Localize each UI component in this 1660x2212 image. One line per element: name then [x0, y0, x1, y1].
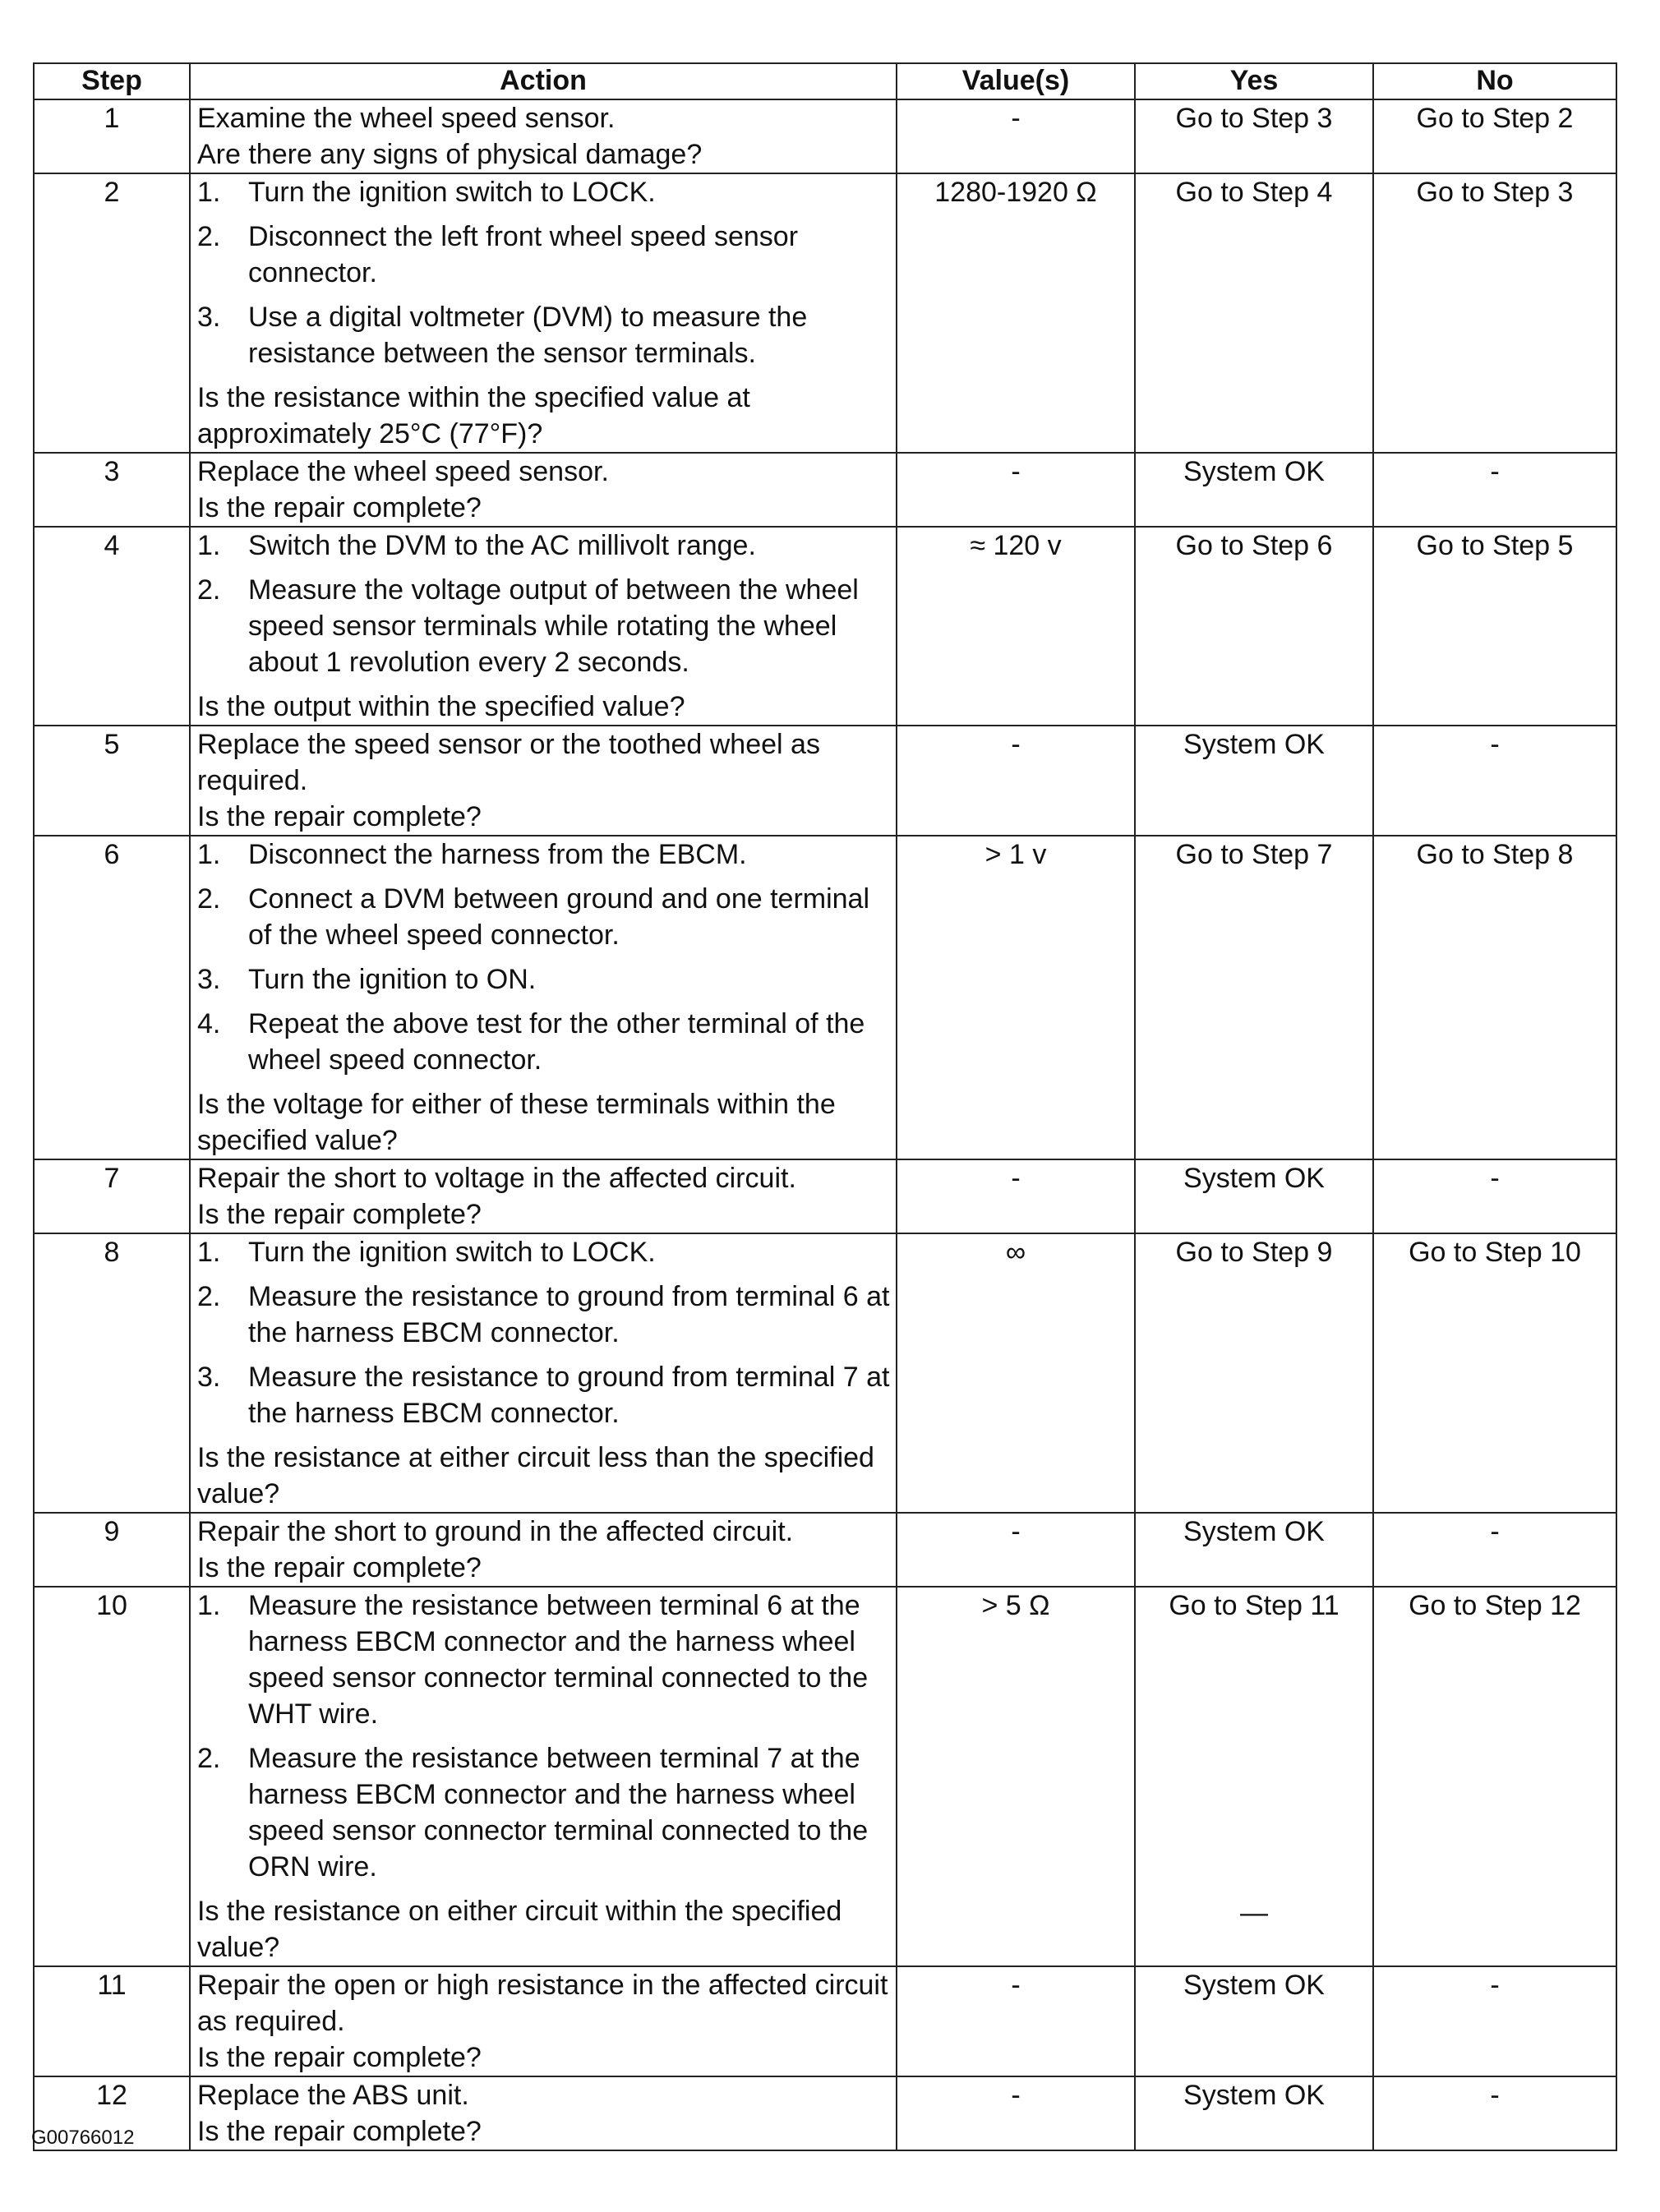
action-step-number: 3.	[197, 1362, 221, 1393]
yes-text: Go to Step 3	[1175, 103, 1333, 134]
step-number: 10	[34, 1587, 190, 1966]
action-question: Is the resistance within the specified value at approximately 25°C (77°F)?	[197, 382, 750, 449]
action-steps-list	[197, 836, 891, 1078]
action-step-text: Turn the ignition switch to LOCK.	[248, 1237, 656, 1268]
no-cell: -	[1373, 2076, 1616, 2150]
table-header-row	[34, 63, 1616, 99]
action-step-number: 1.	[197, 177, 221, 208]
yes-cell	[1135, 173, 1373, 453]
table-row	[34, 1233, 1616, 1513]
step-number: 4	[34, 527, 190, 726]
value-cell: -	[897, 2076, 1135, 2150]
value-cell: > 1 v	[897, 836, 1135, 1159]
value-cell: -	[897, 1159, 1135, 1233]
header-values: Value(s)	[897, 63, 1135, 99]
table-row	[34, 1159, 1616, 1233]
yes-text: System OK	[1183, 2080, 1325, 2111]
action-question: Is the resistance on either circuit within the specified value?	[197, 1896, 842, 1963]
step-number: 12	[34, 2076, 190, 2150]
yes-text: Go to Step 9	[1175, 1237, 1333, 1268]
action-question: Is the repair complete?	[197, 2116, 482, 2147]
action-step-number: 1.	[197, 839, 221, 870]
action-step-item	[197, 1740, 891, 1885]
action-cell	[190, 1233, 897, 1513]
table-row	[34, 99, 1616, 173]
action-step-text: Measure the resistance to ground from terminal 6 at the harness EBCM connector.	[248, 1281, 890, 1348]
action-question: Is the repair complete?	[197, 492, 482, 523]
yes-text: System OK	[1183, 1163, 1325, 1194]
action-step-number: 1.	[197, 1237, 221, 1268]
yes-cell	[1135, 1587, 1373, 1966]
step-number: 9	[34, 1513, 190, 1587]
header-no: No	[1373, 63, 1616, 99]
yes-cell	[1135, 453, 1373, 527]
action-step-text: Switch the DVM to the AC millivolt range.	[248, 530, 756, 561]
action-cell	[190, 453, 897, 527]
value-cell: ≈ 120 v	[897, 527, 1135, 726]
value-cell: -	[897, 1513, 1135, 1587]
action-steps-list	[197, 1588, 891, 1885]
action-step-number: 2.	[197, 221, 221, 252]
action-cell	[190, 1966, 897, 2076]
action-step-item	[197, 836, 891, 873]
action-step-number: 3.	[197, 964, 221, 995]
action-step-text: Measure the resistance between terminal 6 at the harness EBCM connector and the harness wheel speed sensor connector terminal connected to the WHT wire.	[248, 1590, 869, 1730]
table-row	[34, 527, 1616, 726]
value-cell: -	[897, 1966, 1135, 2076]
action-step-number: 1.	[197, 1590, 221, 1621]
value-cell: -	[897, 453, 1135, 527]
table-row	[34, 173, 1616, 453]
value-cell: -	[897, 99, 1135, 173]
action-step-item	[197, 174, 891, 210]
action-step-text: Measure the resistance between terminal 7 at the harness EBCM connector and the harness wheel speed sensor connector terminal connected to the ORN wire.	[248, 1743, 869, 1883]
yes-cell	[1135, 99, 1373, 173]
yes-cell	[1135, 1233, 1373, 1513]
yes-text: System OK	[1183, 456, 1325, 487]
yes-text: System OK	[1183, 1970, 1325, 2001]
action-cell	[190, 1587, 897, 1966]
yes-cell	[1135, 1966, 1373, 2076]
action-step-item	[197, 219, 891, 291]
value-cell: -	[897, 726, 1135, 836]
no-cell: -	[1373, 726, 1616, 836]
no-cell: Go to Step 5	[1373, 527, 1616, 726]
action-step-number: 4.	[197, 1008, 221, 1039]
table-row	[34, 726, 1616, 836]
no-cell: Go to Step 10	[1373, 1233, 1616, 1513]
action-step-item	[197, 528, 891, 564]
action-question: Is the repair complete?	[197, 2042, 482, 2073]
action-step-text: Disconnect the left front wheel speed sensor connector.	[248, 221, 799, 288]
table-row	[34, 1513, 1616, 1587]
diagnostic-table	[33, 62, 1617, 2151]
yes-cell	[1135, 726, 1373, 836]
action-step-number: 2.	[197, 574, 221, 606]
step-number: 7	[34, 1159, 190, 1233]
action-cell	[190, 836, 897, 1159]
action-cell	[190, 99, 897, 173]
action-step-text: Measure the voltage output of between the wheel speed sensor terminals while rotating the wheel about 1 revolution every 2 seconds.	[248, 574, 859, 678]
step-number: 8	[34, 1233, 190, 1513]
action-intro: Replace the wheel speed sensor.	[197, 456, 609, 487]
no-cell: Go to Step 3	[1373, 173, 1616, 453]
action-intro: Examine the wheel speed sensor.	[197, 103, 616, 134]
yes-text: Go to Step 7	[1175, 839, 1333, 870]
action-intro: Repair the open or high resistance in the affected circuit as required.	[197, 1970, 888, 2037]
step-number: 1	[34, 99, 190, 173]
action-steps-list	[197, 1234, 891, 1431]
yes-extra-mark: —	[1240, 1897, 1268, 1929]
step-number: 2	[34, 173, 190, 453]
action-step-text: Turn the ignition to ON.	[248, 964, 537, 995]
action-step-text: Use a digital voltmeter (DVM) to measure the resistance between the sensor terminals.	[248, 302, 808, 369]
table-row	[34, 2076, 1616, 2150]
no-cell: Go to Step 2	[1373, 99, 1616, 173]
action-step-item	[197, 1006, 891, 1078]
action-step-number: 2.	[197, 1743, 221, 1774]
yes-text: Go to Step 6	[1175, 530, 1333, 561]
action-cell	[190, 527, 897, 726]
action-intro: Replace the ABS unit.	[197, 2080, 469, 2111]
action-question: Is the repair complete?	[197, 1552, 482, 1583]
table-row	[34, 1966, 1616, 2076]
header-action: Action	[190, 63, 897, 99]
action-intro: Replace the speed sensor or the toothed wheel as required.	[197, 729, 820, 796]
no-cell: -	[1373, 1159, 1616, 1233]
header-step: Step	[34, 63, 190, 99]
action-step-item	[197, 881, 891, 953]
value-cell: ∞	[897, 1233, 1135, 1513]
action-step-number: 1.	[197, 530, 221, 561]
action-cell	[190, 1159, 897, 1233]
action-step-number: 2.	[197, 883, 221, 915]
action-step-number: 3.	[197, 302, 221, 333]
action-steps-list	[197, 528, 891, 680]
action-question: Is the repair complete?	[197, 801, 482, 832]
action-step-item	[197, 1359, 891, 1431]
table-row	[34, 453, 1616, 527]
action-step-item	[197, 1588, 891, 1732]
action-intro: Repair the short to ground in the affected circuit.	[197, 1516, 794, 1547]
action-step-item	[197, 572, 891, 680]
action-step-text: Turn the ignition switch to LOCK.	[248, 177, 656, 208]
action-step-text: Measure the resistance to ground from terminal 7 at the harness EBCM connector.	[248, 1362, 890, 1429]
action-step-item	[197, 1234, 891, 1270]
action-cell	[190, 2076, 897, 2150]
action-cell	[190, 1513, 897, 1587]
action-step-text: Repeat the above test for the other terminal of the wheel speed connector.	[248, 1008, 865, 1076]
no-cell: -	[1373, 1513, 1616, 1587]
action-step-item	[197, 299, 891, 371]
action-step-item	[197, 1279, 891, 1351]
yes-cell	[1135, 836, 1373, 1159]
yes-text: Go to Step 11	[1169, 1590, 1340, 1621]
value-cell: 1280-1920 Ω	[897, 173, 1135, 453]
step-number: 11	[34, 1966, 190, 2076]
no-cell: -	[1373, 453, 1616, 527]
action-cell	[190, 173, 897, 453]
action-question: Is the repair complete?	[197, 1199, 482, 1230]
action-intro: Repair the short to voltage in the affected circuit.	[197, 1163, 796, 1194]
figure-code: G00766012	[31, 2127, 135, 2149]
step-number: 5	[34, 726, 190, 836]
yes-cell	[1135, 2076, 1373, 2150]
action-question: Is the voltage for either of these terminals within the specified value?	[197, 1089, 836, 1156]
header-yes: Yes	[1135, 63, 1373, 99]
yes-cell	[1135, 1159, 1373, 1233]
yes-cell	[1135, 527, 1373, 726]
action-cell	[190, 726, 897, 836]
action-question: Is the resistance at either circuit less than the specified value?	[197, 1442, 874, 1509]
table-row	[34, 836, 1616, 1159]
action-question: Are there any signs of physical damage?	[197, 139, 703, 170]
no-cell: -	[1373, 1966, 1616, 2076]
table-row	[34, 1587, 1616, 1966]
yes-text: System OK	[1183, 729, 1325, 760]
action-steps-list	[197, 174, 891, 371]
yes-cell	[1135, 1513, 1373, 1587]
yes-text: System OK	[1183, 1516, 1325, 1547]
no-cell: Go to Step 12	[1373, 1587, 1616, 1966]
yes-text: Go to Step 4	[1175, 177, 1333, 208]
step-number: 3	[34, 453, 190, 527]
action-step-number: 2.	[197, 1281, 221, 1312]
action-step-text: Disconnect the harness from the EBCM.	[248, 839, 747, 870]
step-number: 6	[34, 836, 190, 1159]
action-step-item	[197, 961, 891, 998]
no-cell: Go to Step 8	[1373, 836, 1616, 1159]
action-question: Is the output within the specified value?	[197, 691, 685, 722]
value-cell: > 5 Ω	[897, 1587, 1135, 1966]
action-step-text: Connect a DVM between ground and one terminal of the wheel speed connector.	[248, 883, 870, 951]
